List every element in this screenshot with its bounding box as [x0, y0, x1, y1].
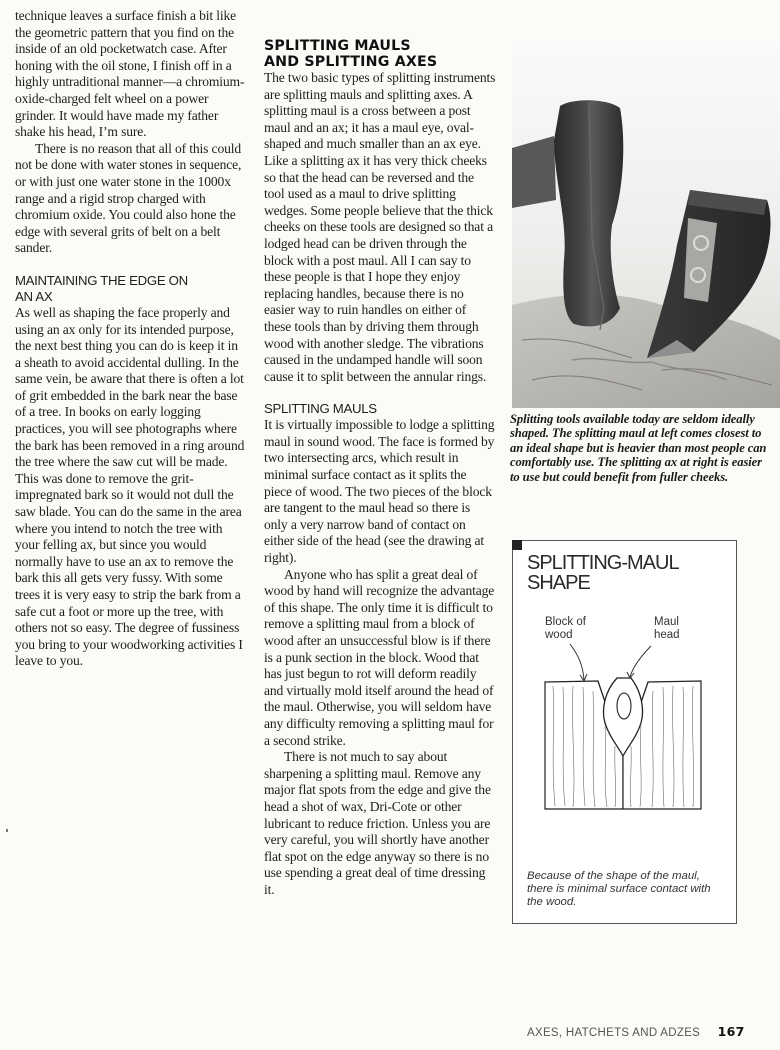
maul-eye-icon	[617, 693, 631, 719]
paragraph: Anyone who has split a great deal of wood by hand will recognize the advantage of this shape. The only time it is difficult to remove a splitting maul from a block of wood after an unsuccessful blow is if there is a punk section in the block. Wood that has just begun to rot will deform readily and virtually mold itself around the head of the maul. Otherwise, you will seldom have any difficulty removing a splitting maul for a second strike.	[264, 566, 495, 748]
diagram-title-line1: SPLITTING-MAUL	[527, 552, 679, 574]
scan-speck	[6, 829, 8, 832]
maul-in-wood-drawing	[513, 541, 736, 923]
main-heading-line1: SPLITTING MAULS	[264, 38, 411, 54]
paragraph: technique leaves a surface finish a bit like the geometric pattern that you find on the inside of an old pocketwatch case. After honing with the oil stone, I finish off in a highly untraditional manner—a chromium-oxide-charged felt wheel on a power grinder. It would have made my father shake his head, I’m sure.	[15, 8, 245, 140]
photo-caption: Splitting tools available today are seldom ideally shaped. The splitting maul at left comes closest to an ideal shape but is heavier than most people can comfortably use. The splitting ax at right is easier to use but could benefit from fuller cheeks.	[510, 412, 767, 484]
sub-heading-splitting-mauls: SPLITTING MAULS	[264, 401, 377, 417]
diagram-caption: Because of the shape of the maul, there is minimal surface contact with the wood.	[527, 870, 711, 908]
paragraph: There is not much to say about sharpening a splitting maul. Remove any major flat spots from the edge and give the head a shot of wax, Dri-Cote or other lubricant to reduce friction. Unless you are very careful, you will shortly have another flat spot on the edge anyway so there is no use spending a great deal of time dressing it.	[264, 749, 491, 897]
maul-and-ax-illustration	[512, 40, 780, 408]
label-line: Block of	[545, 616, 586, 628]
page-number: 167	[717, 1024, 745, 1039]
paragraph: The two basic types of splitting instruments are splitting mauls and splitting axes. A splitting maul is a cross between a post maul and an ax; it has a maul eye, oval-shaped and much smaller than an ax eye. Like a splitting ax it has very thick cheeks so that the head can be reversed and the tool used as a maul to drive splitting wedges. Some people believe that the thick cheeks on these tools are designed so that a lodged head can be driven through the block with a post maul. All I can say to these people is that I hope they enjoy replacing handles, because there is no easier way to ruin handles on either of these tools than by driving them through wood with another sledge. The vibrations caused in the undamped handle will soon cause it to split between the annular rings.	[264, 70, 496, 384]
left-text-column	[15, 8, 247, 670]
arrow-icon	[570, 644, 584, 680]
paragraph: There is no reason that all of this could not be done with water stones in sequence, or with just one water stone in the 1000x range and a rigid strop charged with chromium oxide. You could also hone the edge with several grits of belt on a belt sander.	[15, 140, 242, 256]
page-footer	[527, 1024, 745, 1039]
paragraph: As well as shaping the face properly and using an ax only for its intended purpose, the next best thing you can do is keep it in a sheath to avoid accidental dulling. In the same vein, be aware that there is often a lot of grit embedded in the bark near the base of a tree. In books on early logging practices, you will see photographs where the bark has been removed in a ring around the tree where the saw cut will be made. This was done to remove the grit-impregnated bark so it would not dull the saw blade. You can do the same in the area where you intend to notch the tree with your felling ax, but since you would normally have to use an ax to remove the bark this all gets very fussy. With some trees it is very easy to strip the bark from a safe cut a foot or more up the tree, with others not so easy. The degree of fussiness you bring to your woodworking activities I leave to you.	[15, 304, 245, 669]
middle-text-column	[264, 38, 496, 899]
arrow-icon	[630, 646, 651, 677]
section-heading-maintaining-edge: MAINTAINING THE EDGE ON AN AX	[15, 272, 188, 304]
main-heading-line2: AND SPLITTING AXES	[264, 54, 438, 70]
label-line: Maul	[654, 616, 679, 628]
main-heading	[264, 38, 496, 70]
splitting-maul-shape-diagram	[512, 540, 737, 924]
label-line: wood	[545, 629, 573, 641]
splitting-tools-photo	[512, 40, 780, 408]
label-line: head	[654, 629, 680, 641]
paragraph: It is virtually impossible to lodge a splitting maul in sound wood. The face is formed by two intersecting arcs, which result in minimal surface contact as it splits the piece of wood. The two pieces of the block are tangent to the maul head so there is only a very narrow band of contact on either side of the head (see the drawing at right).	[264, 417, 495, 566]
diagram-title-line2: SHAPE	[527, 572, 590, 594]
running-title: AXES, HATCHETS AND ADZES	[527, 1027, 701, 1039]
